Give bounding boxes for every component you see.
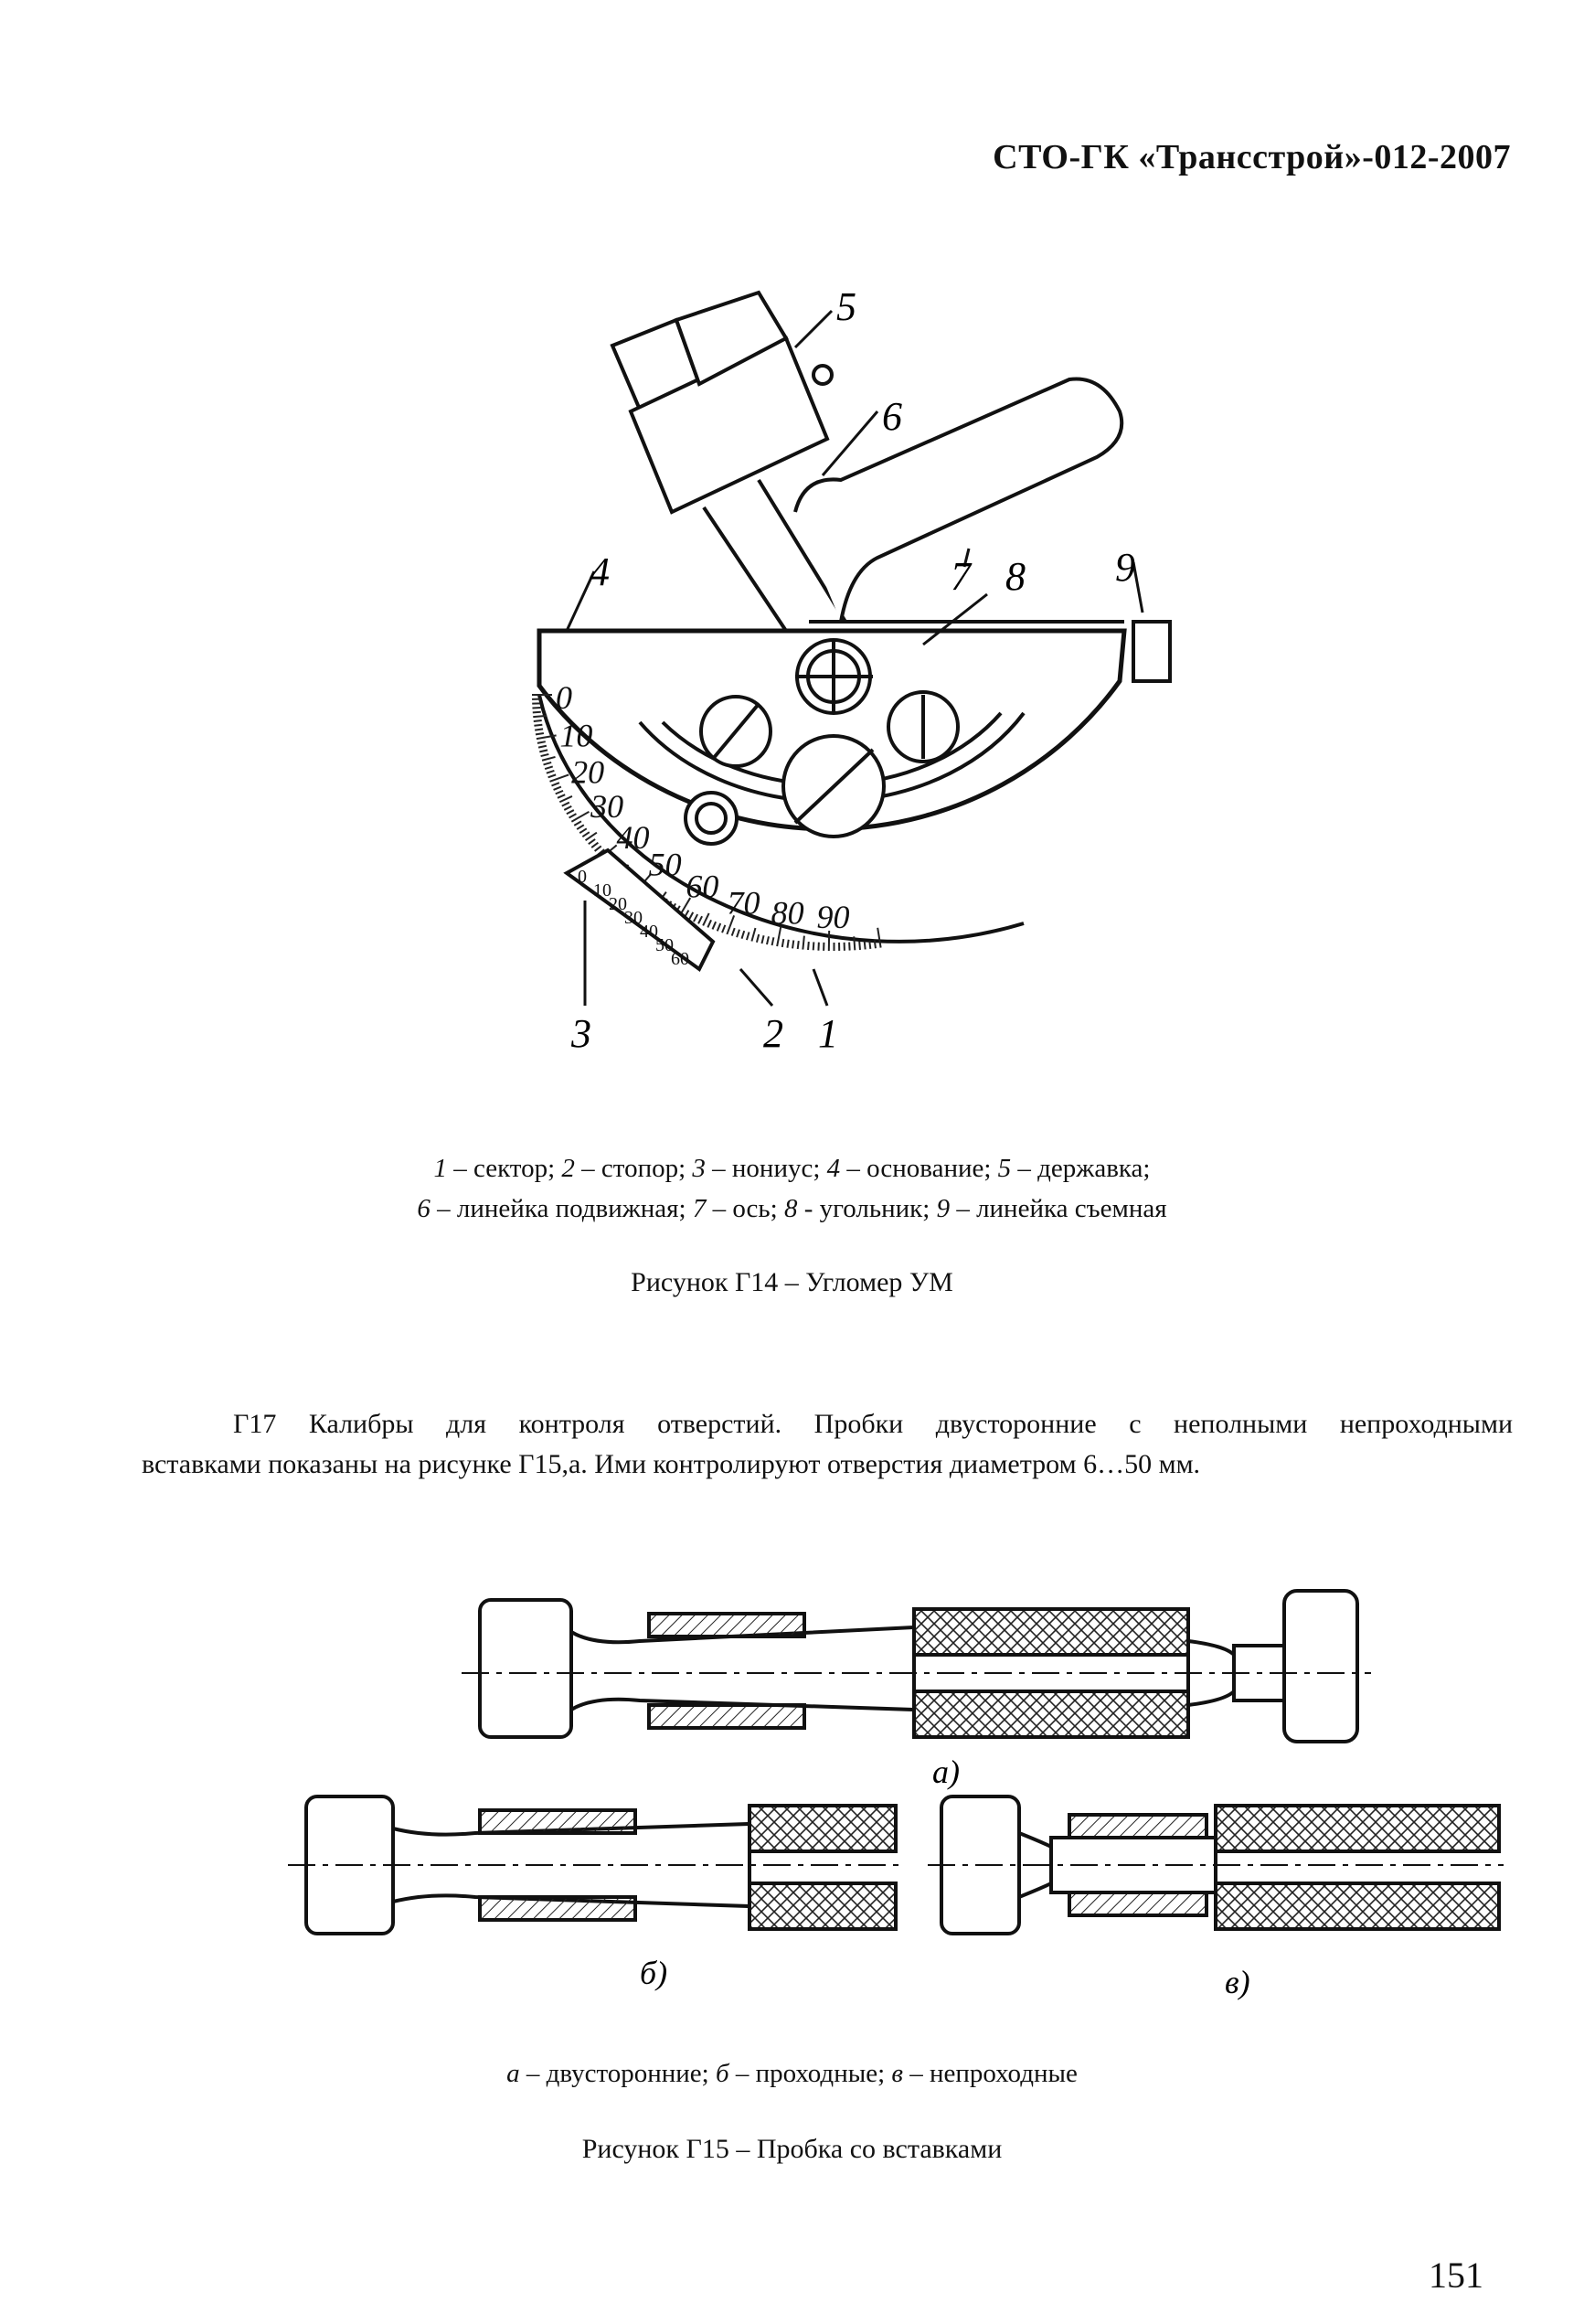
legend-key: 7 <box>692 1194 707 1223</box>
vernier-number: 0 <box>578 867 587 887</box>
scale-tick <box>713 922 717 929</box>
legend-text: - угольник; <box>797 1194 937 1223</box>
scale-tick <box>698 916 702 923</box>
legend-text: – проходные; <box>728 2059 892 2088</box>
scale-tick <box>747 933 749 941</box>
scale-tick <box>751 928 755 941</box>
scale-tick <box>533 716 547 717</box>
label-2: 2 <box>763 1011 783 1056</box>
legend-text: – ось; <box>706 1194 784 1223</box>
scale-number: 10 <box>559 717 593 754</box>
scale-tick <box>813 942 814 950</box>
scale-number: 0 <box>556 679 572 716</box>
scale-tick <box>577 825 584 829</box>
gauge-double-ended <box>462 1591 1371 1742</box>
legend-text: – линейка съемная <box>950 1194 1167 1223</box>
scale-tick <box>787 940 788 948</box>
sublabel-c: в) <box>1225 1964 1250 2000</box>
gauge-no-go <box>928 1796 1504 1934</box>
scale-tick <box>792 940 793 948</box>
scale-tick <box>541 754 549 756</box>
plug-gauge-figure <box>0 1572 1584 2103</box>
scale-tick <box>767 936 769 944</box>
vernier-number: 30 <box>624 908 643 928</box>
scale-tick <box>534 720 542 721</box>
vernier-number: 40 <box>640 922 658 942</box>
label-5: 5 <box>836 284 856 329</box>
legend-key: 5 <box>997 1154 1012 1183</box>
figure14-caption: Рисунок Г14 – Угломер УМ <box>631 1267 953 1297</box>
figure14-legend-line1 <box>0 1154 1584 1184</box>
legend-text: – непроходные <box>902 2059 1078 2088</box>
scale-tick <box>869 941 870 949</box>
scale-tick <box>732 928 735 935</box>
scale-tick <box>854 936 855 950</box>
legend-key: 3 <box>692 1154 706 1183</box>
sublabel-b: б) <box>640 1955 668 1991</box>
label-9: 9 <box>1115 545 1135 590</box>
scale-tick <box>542 757 555 761</box>
scale-number: 30 <box>590 787 624 825</box>
scale-tick <box>536 733 544 734</box>
scale-tick <box>875 940 876 948</box>
legend-key: 1 <box>433 1154 447 1183</box>
scale-tick <box>574 821 581 826</box>
scale-number: 90 <box>816 898 850 935</box>
vernier-number: 50 <box>655 935 674 955</box>
label-1: 1 <box>818 1011 838 1056</box>
scale-tick <box>539 750 547 752</box>
scale-tick <box>535 729 543 730</box>
legend-key: а <box>506 2059 520 2088</box>
scale-tick <box>718 923 720 931</box>
legend-key: в <box>891 2059 903 2088</box>
legend-key: 8 <box>783 1194 798 1223</box>
page-number: 151 <box>1429 2255 1483 2296</box>
legend-text: – двусторонние; <box>519 2059 716 2088</box>
scale-tick <box>537 741 546 743</box>
scale-tick <box>689 912 693 920</box>
gauge-go <box>288 1796 905 1934</box>
scale-tick <box>589 839 595 844</box>
legend-text: – нониус; <box>705 1154 827 1183</box>
legend-key: 9 <box>936 1194 951 1223</box>
scale-tick <box>772 937 774 945</box>
scale-tick <box>808 942 809 950</box>
vernier-number: 10 <box>593 880 611 901</box>
protractor-figure <box>0 0 1584 1097</box>
scale-number: 20 <box>571 753 605 791</box>
scale-tick <box>707 920 711 927</box>
body-paragraph <box>142 1404 1513 1485</box>
legend-key: 6 <box>417 1194 431 1223</box>
scale-tick <box>548 774 557 777</box>
scale-tick <box>571 812 589 822</box>
scale-tick <box>551 783 558 785</box>
paragraph-line1: Г17 Калибры для контроля отверстий. Пробки двусторонние с неполными непроходными <box>233 1409 1513 1439</box>
removable-ruler <box>1133 622 1170 681</box>
legend-text: – линейка подвижная; <box>430 1194 693 1223</box>
label-7: 7 <box>951 554 971 599</box>
scale-tick <box>579 828 587 833</box>
figure15-caption: Рисунок Г15 – Пробка со вставками <box>581 2134 1003 2164</box>
scale-number: 60 <box>686 868 719 905</box>
vernier-number: 60 <box>671 949 689 969</box>
legend-text: – основание; <box>840 1154 998 1183</box>
scale-tick <box>533 712 541 713</box>
scale-tick <box>703 913 708 926</box>
paragraph-line2: вставками показаны на рисунке Г15,а. Ими контролируют отверстия диаметром 6…50 мм. <box>142 1449 1201 1479</box>
scale-tick <box>757 934 759 943</box>
scale-tick <box>803 936 804 950</box>
scale-tick <box>877 928 880 948</box>
scale-tick <box>547 771 555 773</box>
label-3: 3 <box>571 1011 591 1056</box>
scale-tick <box>595 846 601 850</box>
scale-tick <box>562 803 569 806</box>
document-header: СТО-ГК «Трансстрой»-012-2007 <box>993 138 1511 176</box>
scale-number: 70 <box>727 884 760 922</box>
scale-number: 40 <box>616 818 650 856</box>
scale-tick <box>722 925 725 933</box>
scale-tick <box>798 941 799 949</box>
legend-key: 4 <box>826 1154 841 1183</box>
label-6: 6 <box>882 394 902 439</box>
scale-number: 80 <box>771 894 804 932</box>
scale-tick <box>534 725 542 726</box>
scale-tick <box>742 931 745 939</box>
scale-tick <box>538 746 547 748</box>
figure15-legend <box>0 2059 1584 2089</box>
scale-tick <box>865 942 866 950</box>
legend-text: – стопор; <box>574 1154 693 1183</box>
scale-tick <box>761 935 763 943</box>
legend-text: – державка; <box>1011 1154 1151 1183</box>
scale-tick <box>859 942 860 950</box>
scale-tick <box>591 843 598 848</box>
holder-part <box>612 293 832 512</box>
scale-tick <box>564 806 571 810</box>
scale-tick <box>545 766 553 769</box>
figure14-legend-line2 <box>0 1194 1584 1224</box>
vernier-number: 20 <box>609 894 627 914</box>
scale-tick <box>569 814 577 817</box>
legend-key: 2 <box>561 1154 575 1183</box>
scale-number: 50 <box>648 846 682 883</box>
scale-tick <box>782 939 784 947</box>
scale-tick <box>558 794 565 798</box>
label-8: 8 <box>1005 554 1026 599</box>
scale-tick <box>582 832 589 837</box>
sublabel-a: а) <box>932 1754 960 1790</box>
scale-tick <box>556 791 563 794</box>
scale-tick <box>737 930 739 938</box>
legend-key: б <box>715 2059 729 2088</box>
legend-text: – сектор; <box>447 1154 562 1183</box>
label-4: 4 <box>590 549 610 594</box>
scale-tick <box>544 762 552 764</box>
scale-tick <box>567 810 574 814</box>
scale-tick <box>554 787 561 790</box>
scale-tick <box>694 914 697 922</box>
